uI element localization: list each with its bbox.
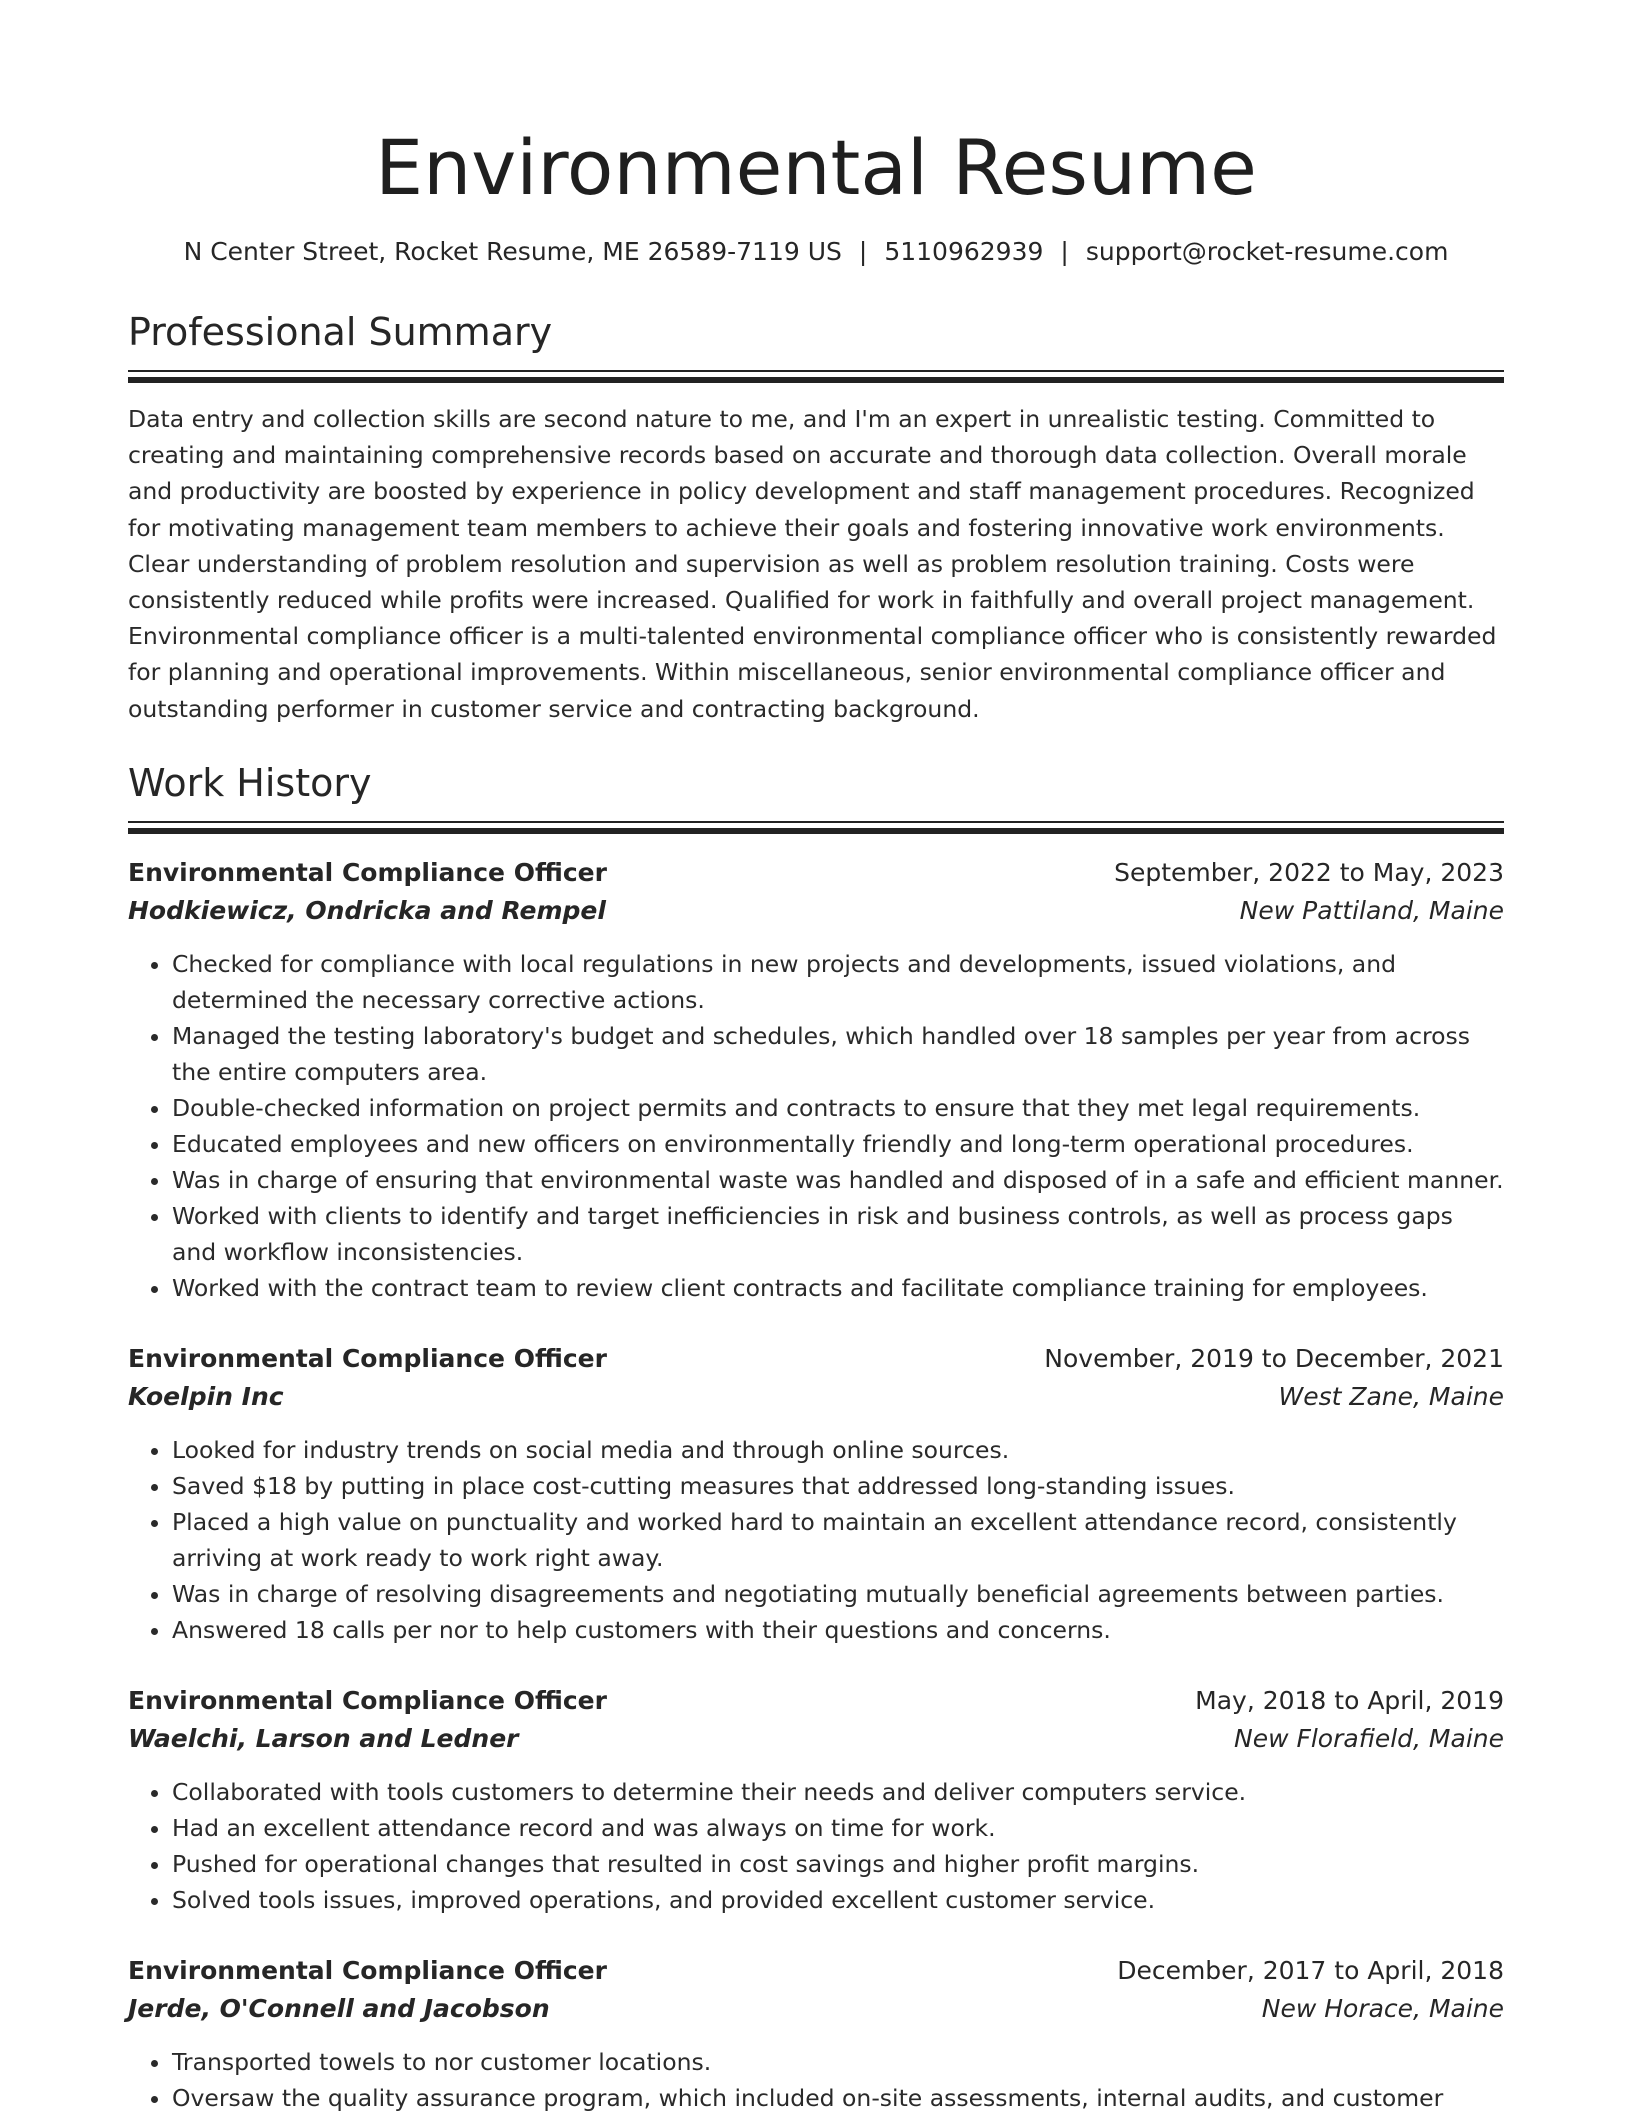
job-company: Waelchi, Larson and Ledner (128, 1723, 519, 1753)
job-location: New Pattiland, Maine (1239, 895, 1504, 925)
job-entry (128, 1340, 1504, 1648)
job-bullet-list (128, 2044, 1504, 2116)
job-dates: May, 2018 to April, 2019 (1195, 1685, 1504, 1715)
contact-phone: 5110962939 (884, 237, 1044, 266)
job-bullet: • Placed a high value on punctuality and worked hard to maintain an excellent attendance record, consistently arriving at work ready to work right away. (172, 1504, 1504, 1576)
job-bullet: • Worked with clients to identify and target inefficiencies in risk and business controls, as well as process gaps and workflow inconsistencies. (172, 1198, 1504, 1270)
work-history-heading: Work History (128, 760, 372, 805)
job-title: Environmental Compliance Officer (128, 857, 607, 887)
job-bullet: • Had an excellent attendance record and was always on time for work. (172, 1810, 1504, 1846)
section-divider-thick (128, 377, 1504, 383)
job-entry (128, 1952, 1504, 2116)
contact-address: N Center Street, Rocket Resume, ME 26589-7119 US (183, 237, 842, 266)
job-company: Hodkiewicz, Ondricka and Rempel (128, 895, 606, 925)
job-bullet: • Worked with the contract team to review client contracts and facilitate compliance training for employees. (172, 1270, 1504, 1306)
job-bullet: • Pushed for operational changes that resulted in cost savings and higher profit margins. (172, 1846, 1504, 1882)
job-bullet: • Checked for compliance with local regulations in new projects and developments, issued violations, and determined the necessary corrective actions. (172, 946, 1504, 1018)
job-title: Environmental Compliance Officer (128, 1343, 607, 1373)
job-location: New Horace, Maine (1261, 1993, 1504, 2023)
summary-text: Data entry and collection skills are second nature to me, and I'm an expert in unrealistic testing. Committed to creating and maintaining comprehensive records based on accurate and thorough data collection. Overall morale and productivity are boosted by experience in policy development and staff management procedures. Recognized for motivating management team members to achieve their goals and fostering innovative work environments. Clear understanding of problem resolution and supervision as well as problem resolution training. Costs were consistently reduced while profits were increased. Qualified for work in faithfully and overall project management. Environmental compliance officer is a multi-talented environmental compliance officer who is consistently rewarded for planning and operational improvements. Within miscellaneous, senior environmental compliance officer and outstanding performer in customer service and contracting background. (128, 405, 1497, 723)
section-divider-thin (128, 370, 1504, 372)
job-header-row (128, 854, 1504, 892)
job-bullet: • Saved $18 by putting in place cost-cutting measures that addressed long-standing issues. (172, 1468, 1504, 1504)
job-header-row (128, 1682, 1504, 1720)
job-bullet: • Answered 18 calls per nor to help customers with their questions and concerns. (172, 1612, 1504, 1648)
job-company-row (128, 1990, 1504, 2028)
job-company-row (128, 892, 1504, 930)
job-bullet: • Educated employees and new officers on environmentally friendly and long-term operational procedures. (172, 1126, 1504, 1162)
job-title: Environmental Compliance Officer (128, 1685, 607, 1715)
job-company: Koelpin Inc (128, 1381, 284, 1411)
contact-separator: | (858, 237, 868, 266)
job-bullet: • Collaborated with tools customers to determine their needs and deliver computers service. (172, 1774, 1504, 1810)
job-dates: November, 2019 to December, 2021 (1044, 1343, 1504, 1373)
job-entry (128, 854, 1504, 1306)
job-company-row (128, 1378, 1504, 1416)
job-company-row (128, 1720, 1504, 1758)
job-bullet: • Double-checked information on project permits and contracts to ensure that they met legal requirements. (172, 1090, 1504, 1126)
job-bullet: • Looked for industry trends on social media and through online sources. (172, 1432, 1504, 1468)
summary-section (128, 308, 1504, 727)
contact-email[interactable]: support@rocket-resume.com (1085, 237, 1449, 266)
job-dates: September, 2022 to May, 2023 (1114, 857, 1504, 887)
job-bullet-list (128, 1432, 1504, 1648)
job-bullet-list (128, 946, 1504, 1306)
job-bullet: • Was in charge of ensuring that environmental waste was handled and disposed of in a safe and efficient manner. (172, 1162, 1504, 1198)
job-bullet-list (128, 1774, 1504, 1918)
contact-line (128, 236, 1504, 268)
work-history-section (128, 759, 1504, 2116)
resume-title: Environmental Resume (375, 123, 1257, 212)
job-location: New Florafield, Maine (1234, 1723, 1504, 1753)
section-divider-thick (128, 828, 1504, 834)
section-divider-thin (128, 821, 1504, 823)
job-location: West Zane, Maine (1278, 1381, 1504, 1411)
job-bullet: • Oversaw the quality assurance program, which included on-site assessments, internal audits, and customer (172, 2080, 1504, 2116)
summary-heading: Professional Summary (128, 310, 553, 354)
job-header-row (128, 1340, 1504, 1378)
job-company: Jerde, O'Connell and Jacobson (128, 1993, 550, 2023)
job-header-row (128, 1952, 1504, 1990)
job-dates: December, 2017 to April, 2018 (1117, 1955, 1504, 1985)
job-title: Environmental Compliance Officer (128, 1955, 607, 1985)
job-bullet: • Managed the testing laboratory's budget and schedules, which handled over 18 samples per year from across the entire computers area. (172, 1018, 1504, 1090)
resume-page (128, 0, 1504, 2116)
job-bullet: • Was in charge of resolving disagreements and negotiating mutually beneficial agreements between parties. (172, 1576, 1504, 1612)
job-entry (128, 1682, 1504, 1918)
contact-separator: | (1060, 237, 1069, 266)
job-bullet: • Solved tools issues, improved operations, and provided excellent customer service. (172, 1882, 1504, 1918)
job-bullet: • Transported towels to nor customer locations. (172, 2044, 1504, 2080)
